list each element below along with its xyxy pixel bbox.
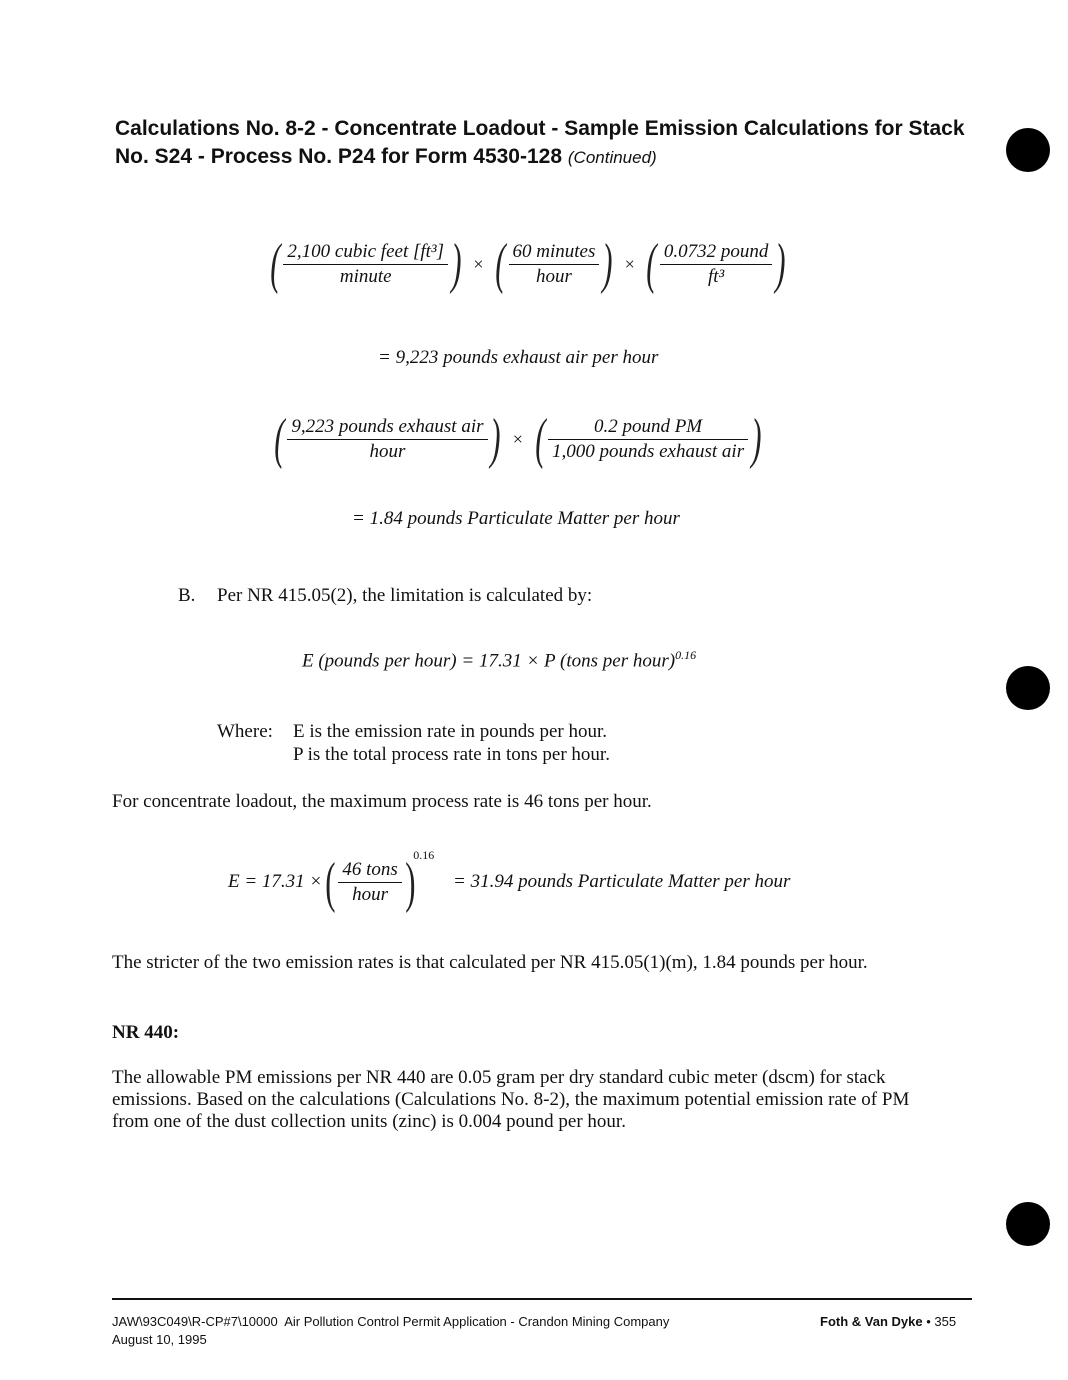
footer-bullet: • [926,1314,931,1329]
footer-path: JAW\93C049\R-CP#7\10000 [112,1314,278,1329]
binder-hole-top [1006,128,1050,172]
eq1-fraction-3: $\frac{\text{0.0732 pound}}{\text{ft³}}$ [660,240,773,289]
footer-date: August 10, 1995 [112,1332,207,1347]
where-line-2: P is the total process rate in tons per hour. [293,744,610,765]
footer-company: Foth & Van Dyke [820,1314,923,1329]
loadout-text: For concentrate loadout, the maximum process rate is 46 tons per hour. [112,791,652,812]
section-b-text: Per NR 415.05(2), the limitation is calculated by: [217,585,593,606]
nr440-heading: NR 440: [112,1022,180,1043]
equation-3: E = 17.31 × ( $\frac{\text{46 tons}}{\text{hour}}$ )$^{0.16}$ = 31.94 pounds Particulate Matter per hour [228,848,791,914]
footer-doc-title: Air Pollution Control Permit Application - Crandon Mining Company [284,1314,670,1329]
eq3-fraction: $\frac{\text{46 tons}}{\text{hour}}$ [338,858,401,907]
page-title [115,115,995,172]
footer-left [112,1313,669,1349]
eq2-fraction-2: $\frac{\text{0.2 pound PM}}{\text{1,000 pounds exhaust air}}$ [548,415,748,464]
section-b-label: B. [178,585,196,606]
emission-formula: E (pounds per hour) = 17.31 × P (tons per hour)$^{0.16}$ [302,648,697,672]
equation-2: ( $\frac{\text{9,223 pounds exhaust air}}{\text{hour}}$ ) × ( $\frac{\text{0.2 pound PM}}{\text{1,000 pounds exhaust air}}$ ) [274,408,762,470]
where-line-1: E is the emission rate in pounds per hour. [293,721,607,742]
stricter-text: The stricter of the two emission rates is that calculated per NR 415.05(1)(m), 1.84 pounds per hour. [112,952,868,973]
footer-rule [112,1298,972,1300]
footer-page-number: 355 [934,1314,957,1329]
binder-hole-bottom [1006,1202,1050,1246]
equation-1-result: = 9,223 pounds exhaust air per hour [378,347,659,368]
title-text: Calculations No. 8-2 - Concentrate Loadout - Sample Emission Calculations for Stack No. S24 - Process No. P24 for Form 4530-128 [115,117,965,168]
title-continued: (Continued) [567,148,657,167]
where-label: Where: [217,721,273,742]
eq1-fraction-1: $\frac{\text{2,100 cubic feet [ft³]}}{\text{minute}}$ [283,240,448,289]
equation-2-result: = 1.84 pounds Particulate Matter per hour [352,508,680,529]
binder-hole-middle [1006,666,1050,710]
eq1-fraction-2: $\frac{\text{60 minutes}}{\text{hour}}$ [509,240,600,289]
nr440-text: The allowable PM emissions per NR 440 are 0.05 gram per dry standard cubic meter (dscm) for stack emissions. Based on the calculations (Calculations No. 8-2), the maximum potential emission rate of PM from one of the dust collection units (zinc) is 0.004 pound per hour. [112,1067,910,1132]
eq2-fraction-1: $\frac{\text{9,223 pounds exhaust air}}{\text{hour}}$ [287,415,487,464]
equation-1: ( $\frac{\text{2,100 cubic feet [ft³]}}{\text{minute}}$ ) × ( $\frac{\text{60 minutes}}{\text{hour}}$ ) × ( $\frac{\text{0.0732 pound}}{\text{ft³}}$ ) [270,233,786,295]
footer-right [820,1313,956,1331]
